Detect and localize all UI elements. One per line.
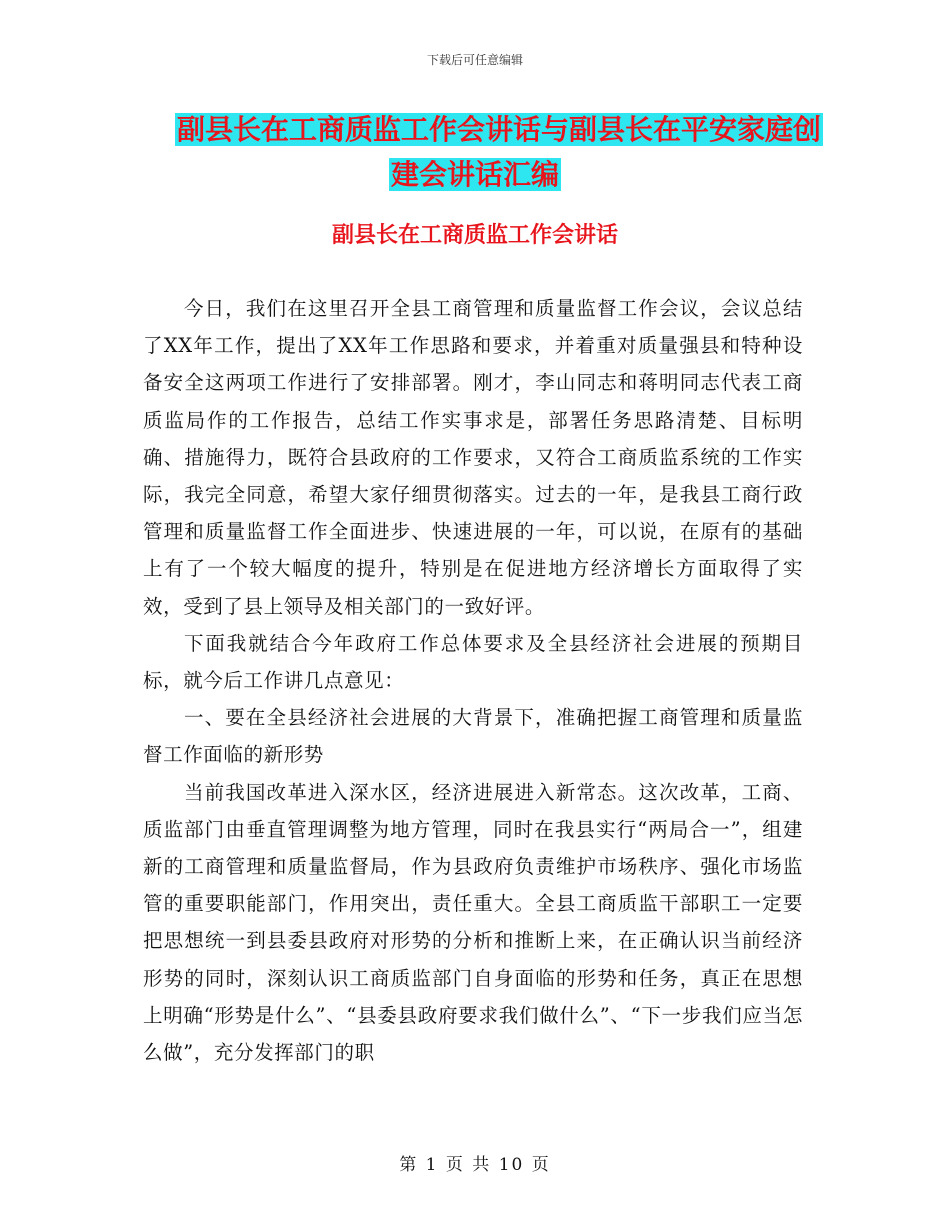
main-title-line-1-text: 副县长在工商质监工作会讲话与副县长在平安家庭创	[176, 113, 821, 146]
main-title-line-2-text: 建会讲话汇编	[390, 158, 559, 191]
page-header-note: 下载后可任意编辑	[426, 53, 523, 67]
document-body	[143, 290, 803, 1071]
paragraph: 当前我国改革进入深水区，经济进展进入新常态。这次改革，工商、质监部门由垂直管理调整为地方管理，同时在我县实行“两局合一”，组建新的工商管理和质量监督局，作为县政府负责维护市场秩序、强化市场监管的重要职能部门，作用突出，责任重大。全县工商质监干部职工一定要把思想统一到县委县政府对形势的分析和推断上来，在正确认识当前经济形势的同时，深刻认识工商质监部门自身面临的形势和任务，真正在思想上明确“形势是什么”、“县委县政府要求我们做什么”、“下一步我们应当怎么做”，充分发挥部门的职	[143, 780, 803, 1065]
paragraph: 一、要在全县经济社会进展的大背景下，准确把握工商管理和质量监督工作面临的新形势	[143, 706, 803, 767]
main-title-line-2	[0, 155, 950, 195]
page-footer-number: 第 1 页 共 10 页	[399, 1155, 551, 1175]
paragraph: 今日，我们在这里召开全县工商管理和质量监督工作会议，会议总结了XX年工作，提出了XX年工作思路和要求，并着重对质量强县和特种设备安全这两项工作进行了安排部署。刚才，李山同志和蒋明同志代表工商质监局作的工作报告，总结工作实事求是，部署任务思路清楚、目标明确、措施得力，既符合县政府的工作要求，又符合工商质监系统的工作实际，我完全同意，希望大家仔细贯彻落实。过去的一年，是我县工商行政管理和质量监督工作全面进步、快速进展的一年，可以说，在原有的基础上有了一个较大幅度的提升，特别是在促进地方经济增长方面取得了实效，受到了县上领导及相关部门的一致好评。	[143, 297, 803, 618]
main-title-line-1	[0, 110, 950, 150]
paragraph: 下面我就结合今年政府工作总体要求及全县经济社会进展的预期目标，就今后工作讲几点意见：	[143, 631, 803, 693]
section-title: 副县长在工商质监工作会讲话	[331, 223, 618, 248]
